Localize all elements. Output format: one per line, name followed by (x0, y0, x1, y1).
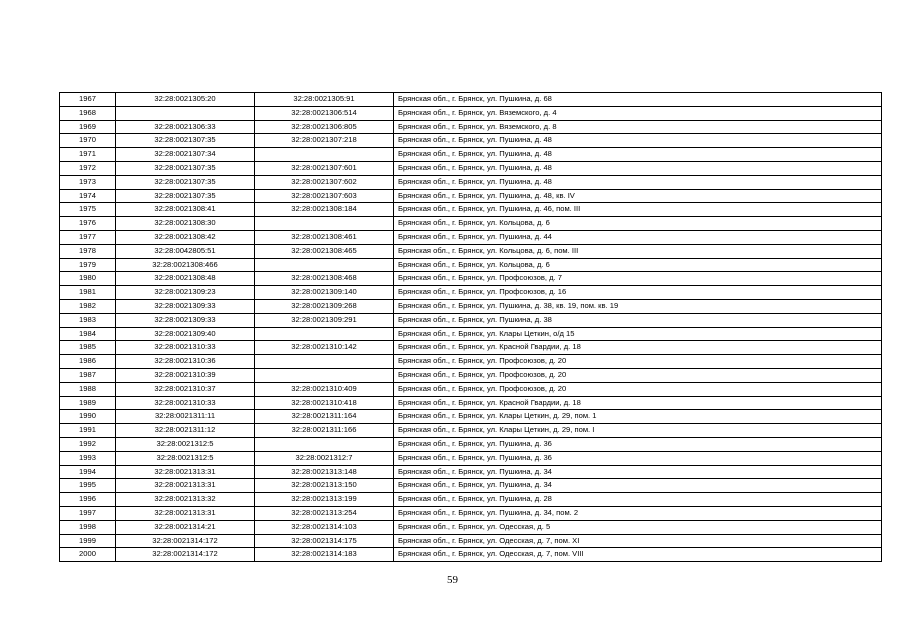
address-cell: Брянская обл., г. Брянск, ул. Вяземского, д. 4 (394, 106, 882, 120)
table-row (60, 244, 882, 258)
row-number-cell: 1979 (60, 258, 116, 272)
building-cadastral-number-cell: 32:28:0021309:140 (255, 286, 394, 300)
table-row (60, 120, 882, 134)
address-cell: Брянская обл., г. Брянск, ул. Клары Цеткин, д. 29, пом. 1 (394, 410, 882, 424)
address-cell: Брянская обл., г. Брянск, ул. Кольцова, д. 6 (394, 258, 882, 272)
table-row (60, 134, 882, 148)
row-number-cell: 1972 (60, 161, 116, 175)
address-cell: Брянская обл., г. Брянск, ул. Одесская, д. 7, пом. VIII (394, 548, 882, 562)
address-cell: Брянская обл., г. Брянск, ул. Профсоюзов, д. 7 (394, 272, 882, 286)
address-cell: Брянская обл., г. Брянск, ул. Пушкина, д. 34, пом. 2 (394, 506, 882, 520)
parcel-cadastral-number-cell: 32:28:0021314:172 (116, 534, 255, 548)
row-number-cell: 1992 (60, 437, 116, 451)
table-row (60, 286, 882, 300)
address-cell: Брянская обл., г. Брянск, ул. Красной Гвардии, д. 18 (394, 396, 882, 410)
table-row (60, 230, 882, 244)
table-row (60, 368, 882, 382)
address-cell: Брянская обл., г. Брянск, ул. Одесская, д. 7, пом. XI (394, 534, 882, 548)
table-row (60, 258, 882, 272)
building-cadastral-number-cell: 32:28:0021311:166 (255, 424, 394, 438)
parcel-cadastral-number-cell: 32:28:0021308:48 (116, 272, 255, 286)
parcel-cadastral-number-cell: 32:28:0021312:5 (116, 437, 255, 451)
building-cadastral-number-cell: 32:28:0021313:199 (255, 493, 394, 507)
row-number-cell: 1997 (60, 506, 116, 520)
row-number-cell: 1990 (60, 410, 116, 424)
parcel-cadastral-number-cell: 32:28:0021310:33 (116, 396, 255, 410)
building-cadastral-number-cell (255, 368, 394, 382)
table-row (60, 451, 882, 465)
row-number-cell: 1995 (60, 479, 116, 493)
parcel-cadastral-number-cell: 32:28:0021309:40 (116, 327, 255, 341)
building-cadastral-number-cell: 32:28:0021314:175 (255, 534, 394, 548)
building-cadastral-number-cell (255, 258, 394, 272)
building-cadastral-number-cell: 32:28:0021312:7 (255, 451, 394, 465)
parcel-cadastral-number-cell: 32:28:0021307:35 (116, 189, 255, 203)
parcel-cadastral-number-cell: 32:28:0021308:30 (116, 217, 255, 231)
building-cadastral-number-cell: 32:28:0021308:465 (255, 244, 394, 258)
row-number-cell: 1981 (60, 286, 116, 300)
table-row (60, 327, 882, 341)
building-cadastral-number-cell (255, 437, 394, 451)
row-number-cell: 1982 (60, 299, 116, 313)
table-row (60, 272, 882, 286)
table-row (60, 424, 882, 438)
address-cell: Брянская обл., г. Брянск, ул. Кольцова, д. 6, пом. III (394, 244, 882, 258)
building-cadastral-number-cell (255, 355, 394, 369)
parcel-cadastral-number-cell: 32:28:0021308:42 (116, 230, 255, 244)
row-number-cell: 1996 (60, 493, 116, 507)
building-cadastral-number-cell: 32:28:0021311:164 (255, 410, 394, 424)
building-cadastral-number-cell: 32:28:0021309:291 (255, 313, 394, 327)
table-row (60, 410, 882, 424)
address-cell: Брянская обл., г. Брянск, ул. Красной Гвардии, д. 18 (394, 341, 882, 355)
address-cell: Брянская обл., г. Брянск, ул. Вяземского, д. 8 (394, 120, 882, 134)
parcel-cadastral-number-cell: 32:28:0021308:41 (116, 203, 255, 217)
row-number-cell: 1994 (60, 465, 116, 479)
table-row (60, 161, 882, 175)
parcel-cadastral-number-cell: 32:28:0021312:5 (116, 451, 255, 465)
building-cadastral-number-cell (255, 327, 394, 341)
building-cadastral-number-cell: 32:28:0021307:603 (255, 189, 394, 203)
building-cadastral-number-cell: 32:28:0021307:602 (255, 175, 394, 189)
building-cadastral-number-cell: 32:28:0021314:183 (255, 548, 394, 562)
parcel-cadastral-number-cell: 32:28:0021314:21 (116, 520, 255, 534)
parcel-cadastral-number-cell: 32:28:0021313:32 (116, 493, 255, 507)
building-cadastral-number-cell: 32:28:0021310:142 (255, 341, 394, 355)
table-row (60, 548, 882, 562)
building-cadastral-number-cell (255, 217, 394, 231)
address-cell: Брянская обл., г. Брянск, ул. Профсоюзов, д. 20 (394, 382, 882, 396)
table-row (60, 341, 882, 355)
parcel-cadastral-number-cell: 32:28:0021311:12 (116, 424, 255, 438)
row-number-cell: 1986 (60, 355, 116, 369)
address-cell: Брянская обл., г. Брянск, ул. Профсоюзов, д. 20 (394, 355, 882, 369)
building-cadastral-number-cell: 32:28:0021313:254 (255, 506, 394, 520)
parcel-cadastral-number-cell: 32:28:0021305:20 (116, 93, 255, 107)
address-cell: Брянская обл., г. Брянск, ул. Пушкина, д. 36 (394, 437, 882, 451)
row-number-cell: 1988 (60, 382, 116, 396)
parcel-cadastral-number-cell: 32:28:0021307:34 (116, 148, 255, 162)
table-row (60, 534, 882, 548)
building-cadastral-number-cell: 32:28:0021310:409 (255, 382, 394, 396)
address-cell: Брянская обл., г. Брянск, ул. Пушкина, д. 48 (394, 148, 882, 162)
parcel-cadastral-number-cell: 32:28:0021310:33 (116, 341, 255, 355)
address-cell: Брянская обл., г. Брянск, ул. Пушкина, д. 38, кв. 19, пом. кв. 19 (394, 299, 882, 313)
address-cell: Брянская обл., г. Брянск, ул. Пушкина, д. 34 (394, 479, 882, 493)
table-row (60, 175, 882, 189)
table-row (60, 396, 882, 410)
row-number-cell: 1984 (60, 327, 116, 341)
address-cell: Брянская обл., г. Брянск, ул. Пушкина, д. 36 (394, 451, 882, 465)
parcel-cadastral-number-cell: 32:28:0021311:11 (116, 410, 255, 424)
address-cell: Брянская обл., г. Брянск, ул. Одесская, д. 5 (394, 520, 882, 534)
parcel-cadastral-number-cell: 32:28:0021307:35 (116, 134, 255, 148)
address-cell: Брянская обл., г. Брянск, ул. Пушкина, д. 46, пом. III (394, 203, 882, 217)
row-number-cell: 1973 (60, 175, 116, 189)
address-cell: Брянская обл., г. Брянск, ул. Клары Цеткин, д. 29, пом. I (394, 424, 882, 438)
row-number-cell: 2000 (60, 548, 116, 562)
table-row (60, 189, 882, 203)
row-number-cell: 1993 (60, 451, 116, 465)
building-cadastral-number-cell: 32:28:0021313:150 (255, 479, 394, 493)
row-number-cell: 1983 (60, 313, 116, 327)
row-number-cell: 1970 (60, 134, 116, 148)
building-cadastral-number-cell: 32:28:0021310:418 (255, 396, 394, 410)
table-row (60, 520, 882, 534)
page-number: 59 (447, 574, 458, 586)
parcel-cadastral-number-cell: 32:28:0021309:23 (116, 286, 255, 300)
row-number-cell: 1977 (60, 230, 116, 244)
building-cadastral-number-cell: 32:28:0021314:103 (255, 520, 394, 534)
row-number-cell: 1967 (60, 93, 116, 107)
building-cadastral-number-cell: 32:28:0021309:268 (255, 299, 394, 313)
table-row (60, 355, 882, 369)
table-row (60, 203, 882, 217)
table-row (60, 382, 882, 396)
row-number-cell: 1987 (60, 368, 116, 382)
table-row (60, 148, 882, 162)
address-cell: Брянская обл., г. Брянск, ул. Пушкина, д. 34 (394, 465, 882, 479)
table-row (60, 506, 882, 520)
row-number-cell: 1980 (60, 272, 116, 286)
building-cadastral-number-cell: 32:28:0021308:461 (255, 230, 394, 244)
address-cell: Брянская обл., г. Брянск, ул. Пушкина, д. 48, кв. IV (394, 189, 882, 203)
row-number-cell: 1989 (60, 396, 116, 410)
table-row (60, 437, 882, 451)
address-cell: Брянская обл., г. Брянск, ул. Кольцова, д. 6 (394, 217, 882, 231)
parcel-cadastral-number-cell: 32:28:0021307:35 (116, 161, 255, 175)
row-number-cell: 1999 (60, 534, 116, 548)
row-number-cell: 1991 (60, 424, 116, 438)
parcel-cadastral-number-cell: 32:28:0021313:31 (116, 479, 255, 493)
parcel-cadastral-number-cell: 32:28:0021314:172 (116, 548, 255, 562)
building-cadastral-number-cell: 32:28:0021308:184 (255, 203, 394, 217)
address-cell: Брянская обл., г. Брянск, ул. Клары Цеткин, о/д 15 (394, 327, 882, 341)
row-number-cell: 1985 (60, 341, 116, 355)
row-number-cell: 1978 (60, 244, 116, 258)
table-row (60, 313, 882, 327)
row-number-cell: 1998 (60, 520, 116, 534)
parcel-cadastral-number-cell (116, 106, 255, 120)
parcel-cadastral-number-cell: 32:28:0021313:31 (116, 506, 255, 520)
building-cadastral-number-cell: 32:28:0021307:218 (255, 134, 394, 148)
table-row (60, 465, 882, 479)
address-cell: Брянская обл., г. Брянск, ул. Пушкина, д. 38 (394, 313, 882, 327)
address-cell: Брянская обл., г. Брянск, ул. Пушкина, д. 44 (394, 230, 882, 244)
parcel-cadastral-number-cell: 32:28:0021310:37 (116, 382, 255, 396)
row-number-cell: 1975 (60, 203, 116, 217)
address-cell: Брянская обл., г. Брянск, ул. Профсоюзов, д. 16 (394, 286, 882, 300)
registry-table-body (60, 93, 882, 562)
address-cell: Брянская обл., г. Брянск, ул. Пушкина, д. 68 (394, 93, 882, 107)
address-cell: Брянская обл., г. Брянск, ул. Пушкина, д. 48 (394, 175, 882, 189)
table-row (60, 106, 882, 120)
table-row (60, 493, 882, 507)
address-cell: Брянская обл., г. Брянск, ул. Пушкина, д. 48 (394, 161, 882, 175)
parcel-cadastral-number-cell: 32:28:0021309:33 (116, 313, 255, 327)
building-cadastral-number-cell (255, 148, 394, 162)
building-cadastral-number-cell: 32:28:0021306:805 (255, 120, 394, 134)
table-row (60, 299, 882, 313)
row-number-cell: 1971 (60, 148, 116, 162)
table-row (60, 93, 882, 107)
parcel-cadastral-number-cell: 32:28:0021309:33 (116, 299, 255, 313)
row-number-cell: 1969 (60, 120, 116, 134)
parcel-cadastral-number-cell: 32:28:0021310:36 (116, 355, 255, 369)
parcel-cadastral-number-cell: 32:28:0042805:51 (116, 244, 255, 258)
row-number-cell: 1968 (60, 106, 116, 120)
building-cadastral-number-cell: 32:28:0021305:91 (255, 93, 394, 107)
parcel-cadastral-number-cell: 32:28:0021308:466 (116, 258, 255, 272)
table-row (60, 479, 882, 493)
parcel-cadastral-number-cell: 32:28:0021306:33 (116, 120, 255, 134)
building-cadastral-number-cell: 32:28:0021313:148 (255, 465, 394, 479)
building-cadastral-number-cell: 32:28:0021307:601 (255, 161, 394, 175)
building-cadastral-number-cell: 32:28:0021308:468 (255, 272, 394, 286)
address-cell: Брянская обл., г. Брянск, ул. Пушкина, д. 48 (394, 134, 882, 148)
parcel-cadastral-number-cell: 32:28:0021313:31 (116, 465, 255, 479)
row-number-cell: 1976 (60, 217, 116, 231)
address-cell: Брянская обл., г. Брянск, ул. Профсоюзов, д. 20 (394, 368, 882, 382)
registry-table (59, 92, 882, 562)
row-number-cell: 1974 (60, 189, 116, 203)
table-row (60, 217, 882, 231)
parcel-cadastral-number-cell: 32:28:0021307:35 (116, 175, 255, 189)
building-cadastral-number-cell: 32:28:0021306:514 (255, 106, 394, 120)
address-cell: Брянская обл., г. Брянск, ул. Пушкина, д. 28 (394, 493, 882, 507)
parcel-cadastral-number-cell: 32:28:0021310:39 (116, 368, 255, 382)
